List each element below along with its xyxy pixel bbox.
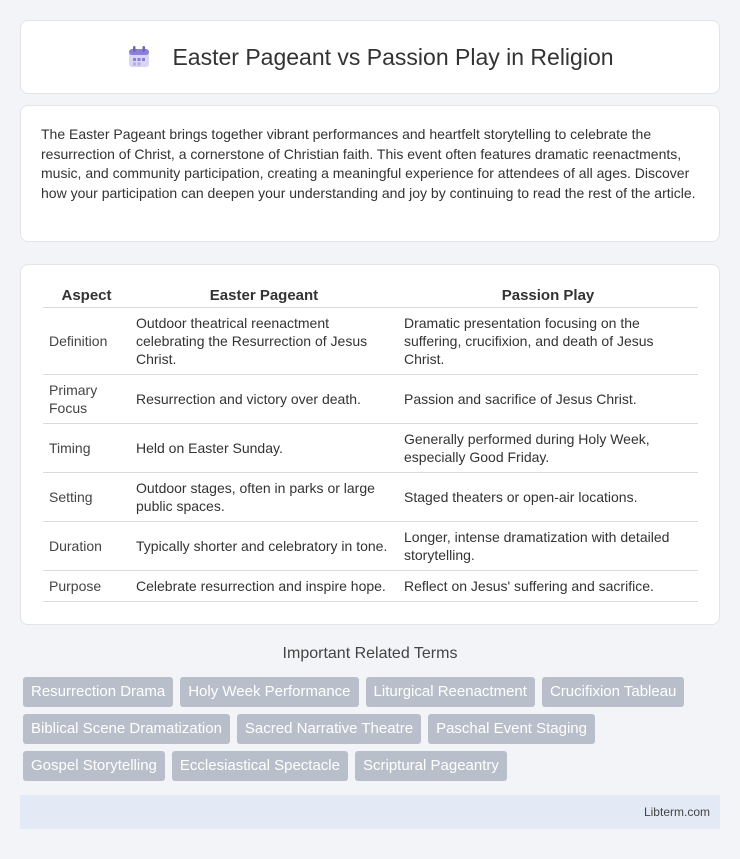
page-title: Easter Pageant vs Passion Play in Religion xyxy=(172,43,614,70)
row-easter-pageant: Resurrection and victory over death. xyxy=(130,374,398,423)
row-passion-play: Longer, intense dramatization with detailed storytelling. xyxy=(398,521,698,570)
related-term-tag[interactable]: Biblical Scene Dramatization xyxy=(23,714,230,744)
table-row xyxy=(43,374,698,423)
related-term-tag[interactable]: Ecclesiastical Spectacle xyxy=(172,751,348,781)
intro-text: The Easter Pageant brings together vibrant performances and heartfelt storytelling to celebrate the resurrection of Christ, a cornerstone of Christian faith. This event often features dramatic reenactments, music, and community participation, creating a meaningful experience for attendees of all ages. Discover how your participation can deepen your understanding and joy by continuing to read the rest of the article. xyxy=(41,126,696,202)
related-term-tag[interactable]: Liturgical Reenactment xyxy=(366,677,535,707)
row-passion-play: Passion and sacrifice of Jesus Christ. xyxy=(398,374,698,423)
related-term-tag[interactable]: Crucifixion Tableau xyxy=(542,677,684,707)
row-aspect: Timing xyxy=(43,423,130,472)
related-term-tag[interactable]: Scriptural Pageantry xyxy=(355,751,507,781)
row-aspect: Definition xyxy=(43,307,130,374)
row-easter-pageant: Typically shorter and celebratory in tone. xyxy=(130,521,398,570)
row-aspect: Purpose xyxy=(43,570,130,601)
row-easter-pageant: Held on Easter Sunday. xyxy=(130,423,398,472)
row-aspect: Duration xyxy=(43,521,130,570)
header-easter-pageant: Easter Pageant xyxy=(130,285,398,307)
related-terms-title: Important Related Terms xyxy=(282,645,458,662)
table-row xyxy=(43,423,698,472)
footer xyxy=(20,795,720,829)
row-easter-pageant: Outdoor stages, often in parks or large public spaces. xyxy=(130,472,398,521)
intro-card xyxy=(20,105,720,242)
row-aspect: Setting xyxy=(43,472,130,521)
comparison-card xyxy=(20,264,720,625)
related-term-tag[interactable]: Sacred Narrative Theatre xyxy=(237,714,421,744)
row-passion-play: Dramatic presentation focusing on the suffering, crucifixion, and death of Jesus Christ. xyxy=(398,307,698,374)
related-term-tag[interactable]: Holy Week Performance xyxy=(180,677,358,707)
footer-brand[interactable]: Libterm.com xyxy=(643,805,710,819)
calendar-icon xyxy=(126,44,152,70)
row-passion-play: Generally performed during Holy Week, especially Good Friday. xyxy=(398,423,698,472)
related-term-tag[interactable]: Gospel Storytelling xyxy=(23,751,165,781)
related-term-tag[interactable]: Paschal Event Staging xyxy=(428,714,595,744)
row-passion-play: Reflect on Jesus' suffering and sacrifice. xyxy=(398,570,698,601)
header-aspect: Aspect xyxy=(43,285,130,307)
header-card xyxy=(20,20,720,94)
related-terms-list xyxy=(23,677,723,781)
table-row xyxy=(43,307,698,374)
row-aspect: Primary Focus xyxy=(43,374,130,423)
table-row xyxy=(43,472,698,521)
row-passion-play: Staged theaters or open-air locations. xyxy=(398,472,698,521)
table-row xyxy=(43,570,698,601)
related-term-tag[interactable]: Resurrection Drama xyxy=(23,677,173,707)
header-passion-play: Passion Play xyxy=(398,285,698,307)
table-row xyxy=(43,521,698,570)
comparison-table xyxy=(43,285,698,602)
row-easter-pageant: Outdoor theatrical reenactment celebrating the Resurrection of Jesus Christ. xyxy=(130,307,398,374)
row-easter-pageant: Celebrate resurrection and inspire hope. xyxy=(130,570,398,601)
table-header-row xyxy=(43,285,698,307)
